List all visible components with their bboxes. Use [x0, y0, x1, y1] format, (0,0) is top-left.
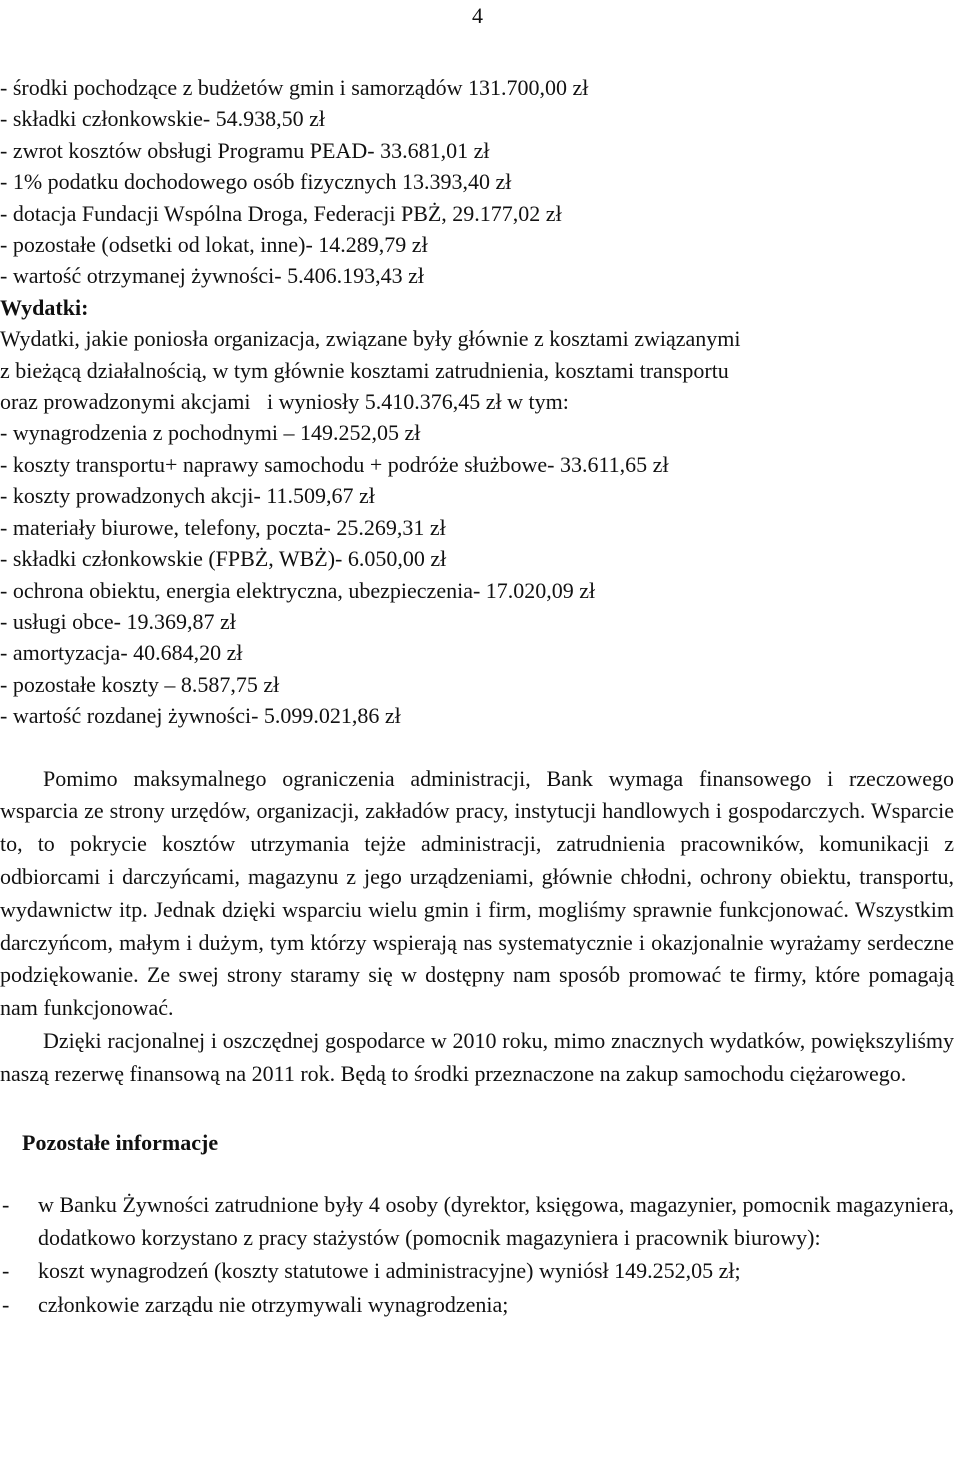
spacer [0, 1158, 954, 1188]
expense-item: - wartość rozdanej żywności- 5.099.021,86 zł [0, 703, 401, 729]
spacer [0, 1091, 954, 1127]
paragraph-reserve [0, 1025, 954, 1091]
list-item [0, 1254, 954, 1287]
list-item-text: w Banku Żywności zatrudnione były 4 osoby (dyrektor, księgowa, magazynier, pomocnik magazyniera, dodatkowo korzystano z pracy stażystów (pomocnik magazyniera i pracownik biurowy): [38, 1191, 954, 1251]
other-info-heading: Pozostałe informacje [22, 1129, 219, 1155]
dash-marker: - [2, 1291, 10, 1317]
expense-item: - pozostałe koszty – 8.587,75 zł [0, 671, 280, 697]
list-item-text: członkowie zarządu nie otrzymywali wynagrodzenia; [38, 1291, 509, 1317]
spacer [0, 732, 954, 763]
other-info-list [0, 1188, 954, 1321]
dash-marker: - [2, 1191, 10, 1217]
income-list [0, 72, 954, 292]
document-body [0, 72, 954, 1321]
expenses-intro-line: z bieżącą działalnością, w tym głównie kosztami zatrudnienia, kosztami transportu [0, 357, 729, 383]
income-item: - środki pochodzące z budżetów gmin i samorządów 131.700,00 zł [0, 75, 589, 100]
expense-item: - składki członkowskie (FPBŻ, WBŻ)- 6.050,00 zł [0, 546, 447, 572]
expenses-intro-line: Wydatki, jakie poniosła organizacja, związane były głównie z kosztami związanymi [0, 326, 741, 352]
income-item: - dotacja Fundacji Wspólna Droga, Federacji PBŻ, 29.177,02 zł [0, 200, 562, 226]
expenses-intro [0, 323, 954, 417]
expense-item: - koszty transportu+ naprawy samochodu + podróże służbowe- 33.611,65 zł [0, 451, 669, 477]
income-item: - 1% podatku dochodowego osób fizycznych 13.393,40 zł [0, 169, 512, 195]
expense-item: - wynagrodzenia z pochodnymi – 149.252,05 zł [0, 420, 421, 446]
income-item: - wartość otrzymanej żywności- 5.406.193,43 zł [0, 263, 424, 289]
expense-item: - materiały biurowe, telefony, poczta- 25.269,31 zł [0, 514, 446, 540]
expense-item: - ochrona obiektu, energia elektryczna, ubezpieczenia- 17.020,09 zł [0, 577, 596, 603]
paragraph-support-text: Pomimo maksymalnego ograniczenia administracji, Bank wymaga finansowego i rzeczowego wsparcia ze strony urzędów, organizacji, zakładów pracy, instytucji handlowych i gospodarczych. Wsparcie to, to pokrycie kosztów utrzymania tejże administracji, zatrudnienia pracowników, komunikacji z odbiorcami i darczyńcami, magazynu z jego urządzeniami, głównie chłodni, ochrony obiektu, transportu, wydawnictw itp. Jednak dzięki wsparciu wielu gmin i firm, mogliśmy sprawnie funkcjonować. Wszystkim darczyńcom, małym i dużym, tym którzy wspierają nas systematycznie i okazjonalnie wyrażamy serdeczne podziękowanie. Ze swej strony staramy się w dostępny nam sposób promować te firmy, które pomagają nam funkcjonować. [0, 765, 954, 1021]
expense-item: - amortyzacja- 40.684,20 zł [0, 640, 243, 666]
paragraph-support [0, 763, 954, 1025]
income-item: - pozostałe (odsetki od lokat, inne)- 14.289,79 zł [0, 232, 428, 258]
income-item: - zwrot kosztów obsługi Programu PEAD- 33.681,01 zł [0, 137, 490, 163]
expense-item: - usługi obce- 19.369,87 zł [0, 608, 236, 634]
expenses-heading: Wydatki: [0, 294, 89, 320]
paragraph-reserve-text: Dzięki racjonalnej i oszczędnej gospodarce w 2010 roku, mimo znacznych wydatków, powiększyliśmy naszą rezerwę finansową na 2011 rok. Będą to środki przeznaczone na zakup samochodu ciężarowego. [0, 1027, 954, 1086]
income-item: - składki członkowskie- 54.938,50 zł [0, 106, 326, 132]
dash-marker: - [2, 1258, 10, 1284]
list-item [0, 1288, 954, 1321]
expenses-intro-line: oraz prowadzonymi akcjami i wyniosły 5.410.376,45 zł w tym: [0, 389, 569, 415]
expense-item: - koszty prowadzonych akcji- 11.509,67 zł [0, 483, 375, 509]
expense-list [0, 417, 954, 731]
list-item-text: koszt wynagrodzeń (koszty statutowe i administracyjne) wyniósł 149.252,05 zł; [38, 1258, 741, 1284]
page-number: 4 [472, 3, 483, 28]
list-item [0, 1188, 954, 1254]
